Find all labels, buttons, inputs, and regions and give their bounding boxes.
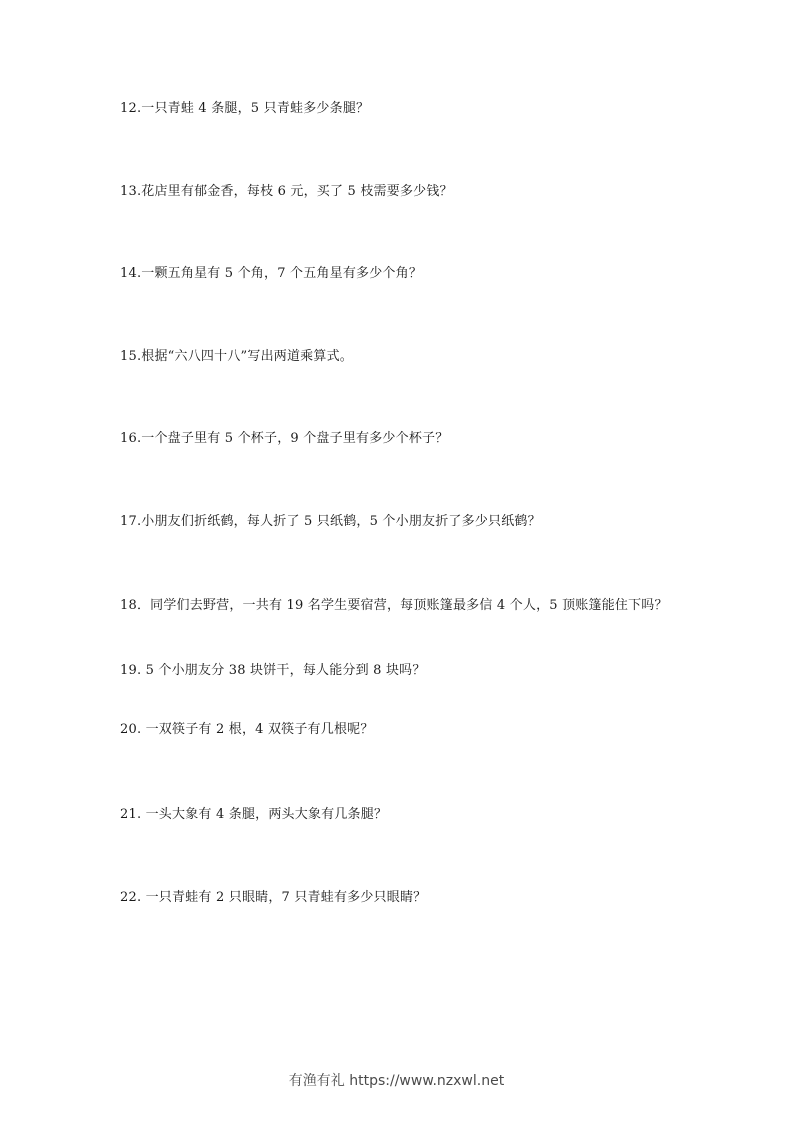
question-12: 12.一只青蛙 4 条腿，5 只青蛙多少条腿？ [120,101,370,116]
footer-watermark: 有渔有礼 https://www.nzxwl.net [288,1073,505,1089]
question-13: 13.花店里有郁金香，每枝 6 元，买了 5 枝需要多少钱？ [120,184,453,199]
question-14: 14.一颗五角星有 5 个角，7 个五角星有多少个角？ [120,266,423,281]
question-15: 15.根据“六八四十八”写出两道乘算式。 [120,349,353,364]
question-18: 18．同学们去野营，一共有 19 名学生要宿营，每顶账篷最多信 4 个人，5 顶账篷能住下吗？ [120,598,668,613]
question-16: 16.一个盘子里有 5 个杯子，9 个盘子里有多少个杯子？ [120,431,449,446]
question-21: 21. 一头大象有 4 条腿，两头大象有几条腿？ [120,807,388,822]
question-22: 22. 一只青蛙有 2 只眼睛，7 只青蛙有多少只眼睛？ [120,890,427,905]
question-20: 20. 一双筷子有 2 根，4 双筷子有几根呢？ [120,722,374,737]
question-19: 19. 5 个小朋友分 38 块饼干，每人能分到 8 块吗？ [120,663,426,678]
question-17: 17.小朋友们折纸鹤，每人折了 5 只纸鹤，5 个小朋友折了多少只纸鹤？ [120,514,541,529]
